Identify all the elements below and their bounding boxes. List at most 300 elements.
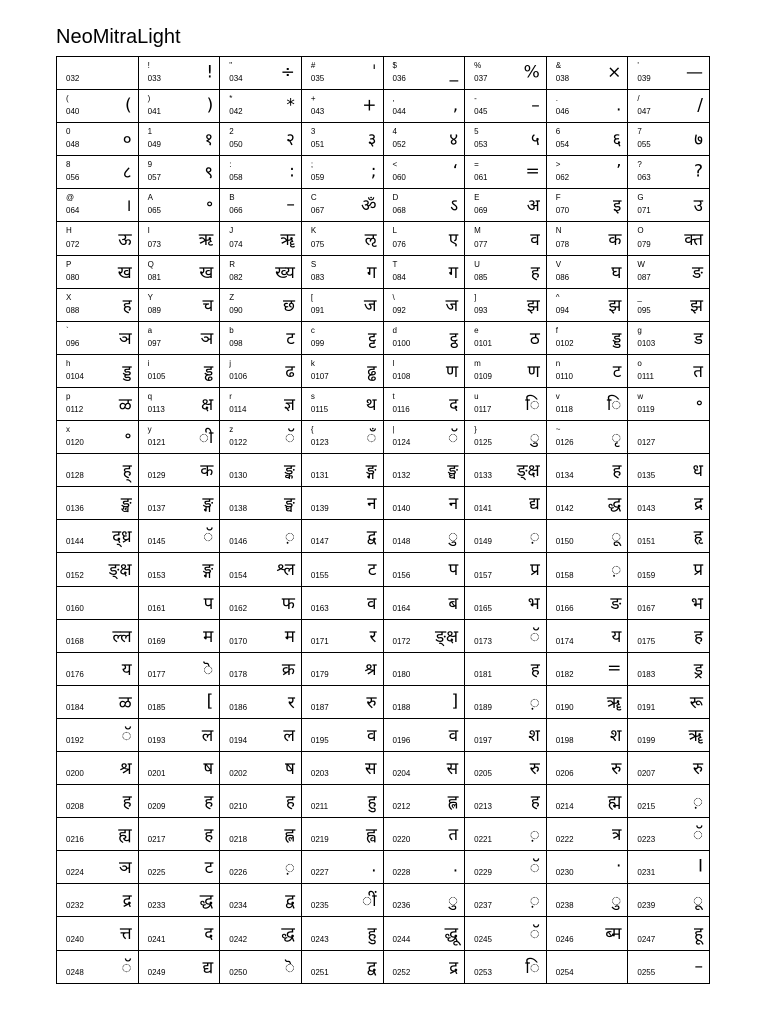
char-code: 074 <box>229 239 243 249</box>
glyph-cell <box>465 586 547 619</box>
glyph-sample: ट <box>612 361 622 382</box>
glyph-sample: ] <box>451 691 459 712</box>
key-char: 3 <box>310 127 316 137</box>
char-code: 0127 <box>637 438 656 448</box>
glyph-sample: श्र <box>119 759 132 780</box>
glyph-sample: _ <box>449 62 459 83</box>
glyph-sample: भ <box>527 593 540 614</box>
key-char: 2 <box>229 127 234 137</box>
glyph-cell <box>628 818 710 851</box>
key-char: x <box>66 425 70 435</box>
char-code: 048 <box>66 140 80 150</box>
glyph-cell <box>546 619 628 652</box>
glyph-sample: ; <box>370 161 377 182</box>
table-row <box>57 321 710 354</box>
glyph-sample: ट <box>204 858 214 879</box>
char-code: 034 <box>229 74 243 84</box>
glyph-sample: ट <box>286 328 295 349</box>
key-char: Y <box>147 292 153 302</box>
glyph-cell <box>546 917 628 950</box>
glyph-cell <box>546 785 628 818</box>
glyph-cell <box>220 189 302 222</box>
char-code: 0248 <box>66 968 84 977</box>
glyph-sample: ॅ <box>529 858 540 879</box>
glyph-sample: द्य <box>529 494 540 515</box>
char-code: 088 <box>66 305 80 315</box>
glyph-cell <box>57 454 139 487</box>
glyph-cell <box>383 785 465 818</box>
glyph-sample: ज्ञ <box>283 395 295 416</box>
glyph-cell <box>220 950 302 983</box>
char-code: 091 <box>310 305 325 315</box>
glyph-sample: ) <box>206 95 214 116</box>
char-code: 0160 <box>66 603 84 613</box>
key-char: h <box>66 358 71 368</box>
char-code: 099 <box>310 338 325 348</box>
glyph-sample: ु <box>611 891 622 912</box>
glyph-cell <box>383 354 465 387</box>
char-code: 0136 <box>66 504 84 514</box>
char-code: 0214 <box>555 802 574 812</box>
char-code: 098 <box>229 338 243 348</box>
char-code: 056 <box>66 173 80 183</box>
glyph-sample: द्व <box>285 891 295 912</box>
key-char: , <box>392 94 395 104</box>
key-char: & <box>555 61 562 70</box>
glyph-sample: ॠ <box>688 725 703 746</box>
key-char: ^ <box>555 292 560 302</box>
glyph-sample: ङ्क्ष <box>108 560 132 581</box>
glyph-cell <box>465 751 547 784</box>
char-code: 0184 <box>66 702 84 712</box>
glyph-sample: ङ्ख <box>120 494 132 515</box>
glyph-cell <box>546 387 628 420</box>
char-code: 075 <box>310 239 325 249</box>
key-char: 4 <box>392 127 397 137</box>
char-code: 0194 <box>229 735 248 745</box>
glyph-cell <box>220 917 302 950</box>
glyph-sample: ़ <box>529 692 540 713</box>
char-code: 0109 <box>474 371 492 381</box>
glyph-cell <box>301 255 383 288</box>
table-row <box>57 487 710 520</box>
glyph-cell <box>465 57 547 90</box>
glyph-sample: द्व <box>366 957 377 978</box>
char-code: 093 <box>474 305 488 315</box>
key-char: q <box>147 391 153 401</box>
char-code: 0195 <box>310 735 329 745</box>
key-char: ( <box>66 94 69 104</box>
glyph-cell <box>383 387 465 420</box>
char-code: 0204 <box>392 769 411 779</box>
glyph-sample: द्र <box>122 891 132 912</box>
glyph-cell <box>57 553 139 586</box>
glyph-cell <box>465 950 547 983</box>
char-code: 0116 <box>392 405 410 415</box>
glyph-sample: ु <box>529 428 540 449</box>
glyph-cell <box>57 718 139 751</box>
glyph-cell <box>57 387 139 420</box>
glyph-sample: व <box>367 725 377 746</box>
glyph-cell <box>138 487 220 520</box>
glyph-sample: रु <box>611 759 622 780</box>
glyph-cell <box>465 520 547 553</box>
glyph-cell <box>628 321 710 354</box>
key-char: g <box>637 325 642 335</box>
char-code: 0134 <box>555 471 574 481</box>
glyph-sample: ह <box>122 792 132 813</box>
char-code: 0108 <box>392 371 411 381</box>
char-code: 042 <box>229 107 243 117</box>
glyph-sample: ण <box>527 361 540 382</box>
key-char: ) <box>147 94 151 104</box>
key-char: O <box>637 226 644 236</box>
glyph-sample: हू <box>693 924 703 945</box>
glyph-sample: ि <box>525 395 540 416</box>
glyph-cell <box>57 785 139 818</box>
char-code: 0211 <box>310 802 329 812</box>
key-char: i <box>147 358 150 368</box>
key-char: | <box>392 425 395 435</box>
glyph-cell <box>220 652 302 685</box>
glyph-cell <box>57 487 139 520</box>
glyph-cell <box>465 387 547 420</box>
char-code: 0226 <box>229 868 248 878</box>
glyph-sample: ़ <box>692 792 703 813</box>
glyph-cell <box>546 884 628 917</box>
glyph-cell <box>301 387 383 420</box>
glyph-cell <box>57 321 139 354</box>
key-char: t <box>392 391 395 401</box>
glyph-cell <box>628 222 710 255</box>
char-code: 0122 <box>229 438 248 448</box>
key-char: 0 <box>66 127 71 137</box>
glyph-sample: ( <box>124 95 132 116</box>
char-code: 0182 <box>555 669 574 679</box>
glyph-sample: स <box>446 759 459 780</box>
char-code: 0245 <box>474 934 492 944</box>
glyph-sample: ॠ <box>280 229 295 250</box>
glyph-cell <box>301 189 383 222</box>
key-char: % <box>474 61 482 70</box>
glyph-cell <box>628 421 710 454</box>
key-char: . <box>555 94 558 104</box>
glyph-cell <box>138 785 220 818</box>
glyph-cell <box>301 619 383 652</box>
char-code: 0232 <box>66 901 84 911</box>
char-code: 0150 <box>555 537 574 547</box>
glyph-sample: ह <box>693 626 703 647</box>
glyph-sample: ि <box>525 957 540 978</box>
glyph-cell <box>57 57 139 90</box>
glyph-sample: ु <box>448 891 459 912</box>
char-code: 0255 <box>637 968 656 977</box>
glyph-cell <box>57 288 139 321</box>
glyph-sample: ञ <box>200 328 214 349</box>
glyph-cell <box>220 421 302 454</box>
glyph-cell <box>138 189 220 222</box>
glyph-sample: ट्ठ <box>449 328 459 349</box>
glyph-sample: ु <box>448 527 459 548</box>
page-title: NeoMitraLight <box>56 26 181 48</box>
table-row <box>57 718 710 751</box>
char-code: 040 <box>66 107 80 117</box>
char-code: 0148 <box>392 537 411 547</box>
char-code: 0107 <box>310 371 329 381</box>
glyph-cell <box>383 818 465 851</box>
char-code: 045 <box>474 107 488 117</box>
glyph-sample: ड्ड <box>122 361 132 382</box>
char-code: 0153 <box>147 570 166 580</box>
glyph-cell <box>57 156 139 189</box>
char-code: 0228 <box>392 868 411 878</box>
char-code: 094 <box>555 305 570 315</box>
char-code: 0151 <box>637 537 656 547</box>
glyph-cell <box>220 553 302 586</box>
glyph-cell <box>628 454 710 487</box>
key-char: _ <box>637 292 642 302</box>
glyph-sample: ष <box>203 759 214 780</box>
char-code: 0132 <box>392 471 411 481</box>
glyph-cell <box>57 619 139 652</box>
char-code: 0253 <box>474 968 492 977</box>
char-code: 077 <box>474 239 488 249</box>
glyph-cell <box>301 785 383 818</box>
char-code: 082 <box>229 272 243 282</box>
glyph-cell <box>220 454 302 487</box>
glyph-cell <box>138 619 220 652</box>
key-char: * <box>229 94 233 104</box>
glyph-sample: ॆ <box>284 957 295 978</box>
glyph-cell <box>220 123 302 156</box>
char-code: 0162 <box>229 603 248 613</box>
char-code: 090 <box>229 305 243 315</box>
glyph-sample: ढ्ढ <box>367 361 377 382</box>
char-code: 0249 <box>147 968 166 977</box>
glyph-cell <box>546 421 628 454</box>
key-char: \ <box>392 292 395 302</box>
char-code: 0177 <box>147 669 166 679</box>
key-char: Z <box>229 292 235 302</box>
glyph-cell <box>138 652 220 685</box>
char-code: 039 <box>637 74 651 84</box>
glyph-cell <box>546 454 628 487</box>
glyph-sample: ॰ <box>206 196 214 217</box>
char-code: 0145 <box>147 537 166 547</box>
glyph-cell <box>138 57 220 90</box>
glyph-sample: हु <box>367 792 377 813</box>
glyph-cell <box>220 255 302 288</box>
char-code: 046 <box>555 107 570 117</box>
glyph-sample: हृ <box>693 527 703 548</box>
char-code: 0201 <box>147 769 166 779</box>
glyph-sample: रू <box>689 692 703 713</box>
glyph-cell <box>628 189 710 222</box>
char-code: 089 <box>147 305 161 315</box>
char-code: 0137 <box>147 504 166 514</box>
char-code: 079 <box>637 239 651 249</box>
char-code: 066 <box>229 206 243 216</box>
glyph-sample: क्र <box>281 659 295 680</box>
glyph-cell <box>301 156 383 189</box>
glyph-sample: ? <box>693 161 703 182</box>
char-code: 069 <box>474 206 488 216</box>
glyph-cell <box>220 321 302 354</box>
glyph-sample: ड्ड <box>612 328 622 349</box>
char-code: 0172 <box>392 636 411 646</box>
glyph-sample: ळ <box>118 692 132 713</box>
char-code: 0111 <box>637 371 654 381</box>
key-char: F <box>555 193 561 203</box>
char-code: 0142 <box>555 504 574 514</box>
glyph-sample: ल <box>201 725 214 746</box>
glyph-sample: थ <box>365 395 377 416</box>
char-code: 096 <box>66 338 80 348</box>
table-row <box>57 818 710 851</box>
glyph-cell <box>628 619 710 652</box>
glyph-cell <box>383 123 465 156</box>
glyph-sample: ध <box>692 461 703 482</box>
glyph-cell <box>138 718 220 751</box>
glyph-cell <box>628 156 710 189</box>
table-row <box>57 884 710 917</box>
glyph-cell <box>383 421 465 454</box>
glyph-sample: ५ <box>530 130 540 151</box>
char-code: 0164 <box>392 603 411 613</box>
table-row <box>57 90 710 123</box>
char-code: 0207 <box>637 769 656 779</box>
glyph-cell <box>220 751 302 784</box>
key-char: < <box>392 160 398 170</box>
glyph-sample: ट <box>367 560 377 581</box>
glyph-sample: ि <box>606 395 622 416</box>
glyph-sample: व <box>367 593 377 614</box>
glyph-cell <box>546 156 628 189</box>
char-code: 0121 <box>147 438 166 448</box>
glyph-cell <box>301 354 383 387</box>
key-char: e <box>474 325 479 335</box>
char-code: 0239 <box>637 901 656 911</box>
glyph-sample: ॐ <box>360 196 377 217</box>
glyph-cell <box>383 851 465 884</box>
glyph-cell <box>546 586 628 619</box>
char-code: 037 <box>474 74 488 84</box>
glyph-cell <box>301 288 383 321</box>
table-row <box>57 123 710 156</box>
char-code: 0141 <box>474 504 492 514</box>
char-code: 0179 <box>310 669 329 679</box>
glyph-cell <box>546 950 628 983</box>
glyph-cell <box>628 288 710 321</box>
char-code: 0189 <box>474 702 492 712</box>
glyph-sample: ॅ <box>529 924 540 945</box>
glyph-cell <box>301 321 383 354</box>
key-char: = <box>474 160 479 170</box>
char-code: 0135 <box>637 471 656 481</box>
char-code: 0227 <box>310 868 329 878</box>
glyph-cell <box>628 851 710 884</box>
glyph-sample: च <box>202 295 214 316</box>
char-code: 0246 <box>555 934 574 944</box>
glyph-cell <box>546 222 628 255</box>
key-char: C <box>310 193 317 203</box>
glyph-sample: म <box>284 626 295 647</box>
glyph-cell <box>301 222 383 255</box>
char-code: 085 <box>474 272 488 282</box>
glyph-cell <box>138 950 220 983</box>
glyph-cell <box>465 685 547 718</box>
glyph-sample: द <box>449 395 459 416</box>
key-char: > <box>555 160 561 170</box>
table-row <box>57 288 710 321</box>
glyph-cell <box>383 520 465 553</box>
char-code: 061 <box>474 173 488 183</box>
glyph-sample: ३ <box>367 130 377 151</box>
table-row <box>57 57 710 90</box>
key-char: n <box>555 358 561 368</box>
glyph-cell <box>546 818 628 851</box>
glyph-cell <box>465 123 547 156</box>
key-char: $ <box>392 61 397 70</box>
glyph-cell <box>220 354 302 387</box>
glyph-cell <box>383 950 465 983</box>
char-code: 047 <box>637 107 651 117</box>
glyph-table <box>56 56 710 984</box>
table-row <box>57 520 710 553</box>
key-char: D <box>392 193 399 203</box>
char-code: 0244 <box>392 934 411 944</box>
glyph-sample: ९ <box>204 163 214 184</box>
glyph-sample: I <box>697 856 703 877</box>
glyph-sample: ब <box>448 593 459 614</box>
char-code: 0202 <box>229 769 248 779</box>
glyph-cell <box>546 189 628 222</box>
char-code: 0203 <box>310 769 329 779</box>
glyph-cell <box>220 818 302 851</box>
char-code: 068 <box>392 206 406 216</box>
char-code: 0163 <box>310 603 329 613</box>
char-code: 081 <box>147 272 161 282</box>
glyph-sample: ह <box>285 792 295 813</box>
glyph-cell <box>57 586 139 619</box>
glyph-sample: क <box>608 229 622 250</box>
char-code: 064 <box>66 206 80 216</box>
glyph-cell <box>465 487 547 520</box>
char-code: 033 <box>147 74 161 84</box>
char-code: 0166 <box>555 603 574 613</box>
glyph-sample: र <box>287 692 295 713</box>
char-code: 049 <box>147 140 161 150</box>
char-code: 0149 <box>474 537 492 547</box>
char-code: 0240 <box>66 934 84 944</box>
glyph-cell <box>465 255 547 288</box>
glyph-sample: ह <box>204 825 214 846</box>
char-code: 0210 <box>229 802 248 812</box>
key-char: 9 <box>147 160 153 170</box>
glyph-cell <box>301 123 383 156</box>
char-code: 0218 <box>229 835 248 845</box>
char-code: 0165 <box>474 603 492 613</box>
glyph-sample: ह <box>530 262 540 283</box>
glyph-cell <box>628 652 710 685</box>
char-code: 0176 <box>66 669 84 679</box>
char-code: 0152 <box>66 570 84 580</box>
glyph-cell <box>628 255 710 288</box>
glyph-sample: ह् <box>122 461 132 482</box>
char-code: 0190 <box>555 702 574 712</box>
glyph-cell <box>138 520 220 553</box>
table-row <box>57 156 710 189</box>
